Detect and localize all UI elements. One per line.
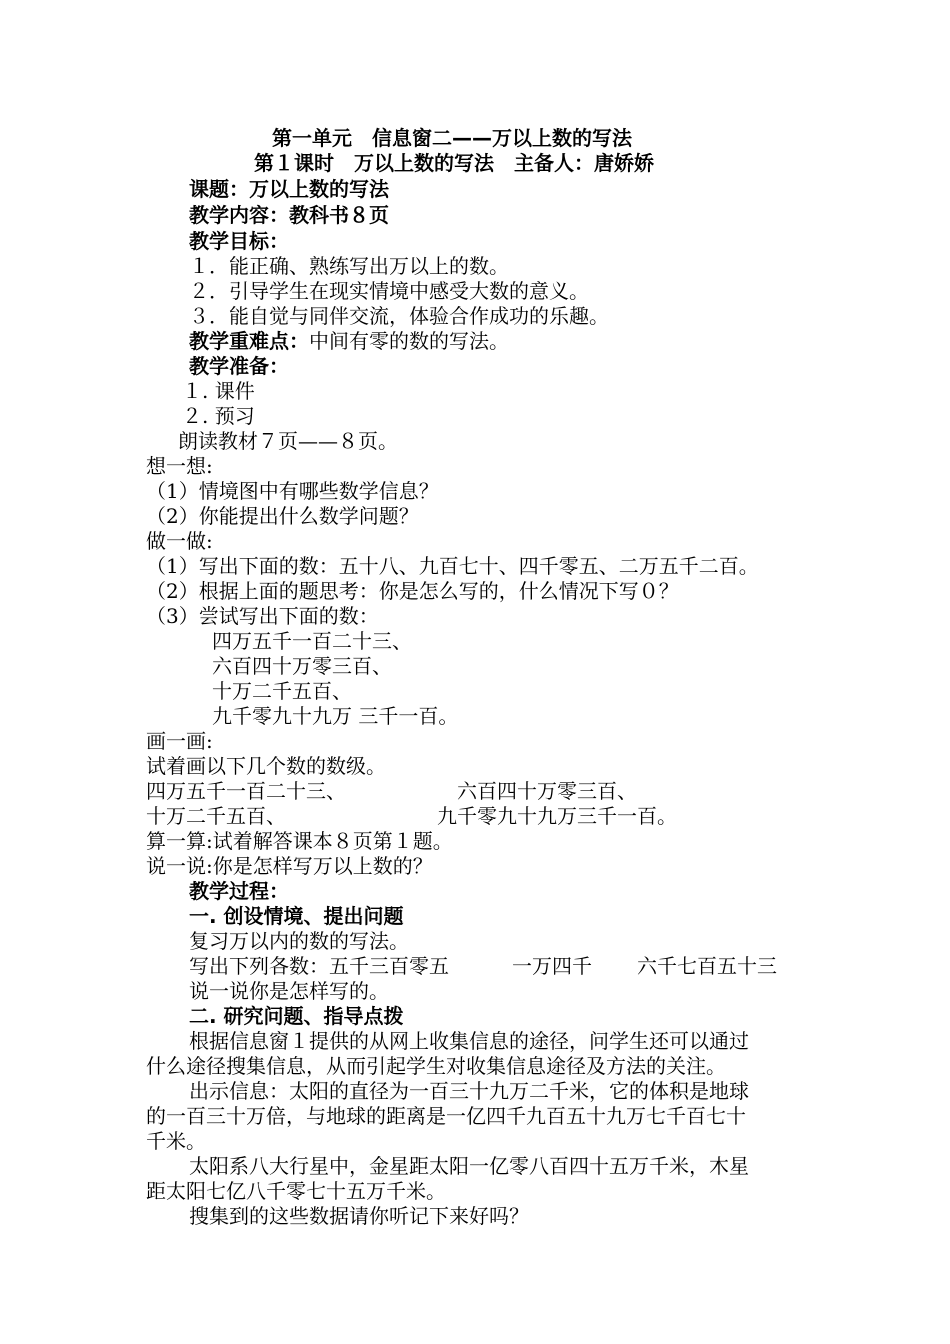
paragraph-line: 的一百三十万倍，与地球的距离是一亿四千九百五十九万七千百七十: [146, 1104, 746, 1128]
prep-item: ２. 预习: [182, 404, 255, 428]
section-2-title: 二. 研究问题、指导点拨: [189, 1004, 404, 1028]
title-line-2: 第１课时 万以上数的写法 主备人：唐娇娇: [254, 151, 654, 175]
draw-intro: 试着画以下几个数的数级。: [146, 754, 386, 778]
paragraph-line: 距太阳七亿八千零七十五万千米。: [146, 1179, 446, 1203]
paragraph-line: 什么途径搜集信息，从而引起学生对收集信息途径及方法的关注。: [146, 1054, 726, 1078]
do-number: 十万二千五百、: [212, 679, 352, 703]
draw-number: 四万五千一百二十三、: [146, 779, 346, 803]
content-label: 教学内容：教科书８页: [189, 203, 389, 227]
title-line-1: 第一单元 信息窗二——万以上数的写法: [272, 126, 632, 150]
do-label: 做一做:: [146, 529, 213, 553]
section-1-line: 写出下列各数：五千三百零五: [189, 954, 449, 978]
paragraph-line: 千米。: [146, 1129, 206, 1153]
say-line: 说一说:你是怎样写万以上数的？: [146, 854, 433, 878]
goals-label: 教学目标：: [189, 229, 289, 253]
goal-item: ２．引导学生在现实情境中感受大数的意义。: [189, 279, 589, 303]
section-1-title: 一. 创设情境、提出问题: [189, 904, 404, 928]
section-1-number: 一万四千: [512, 954, 592, 978]
key-label: 教学重难点：: [189, 329, 309, 353]
paragraph-line: 根据信息窗１提供的从网上收集信息的途径，问学生还可以通过: [189, 1029, 749, 1053]
prep-label: 教学准备：: [189, 354, 289, 378]
paragraph-line: 出示信息：太阳的直径为一百三十九万二千米，它的体积是地球: [189, 1079, 749, 1103]
do-number: 九千零九十九万 三千一百。: [212, 704, 459, 728]
goal-item: ３．能自觉与同伴交流，体验合作成功的乐趣。: [189, 304, 609, 328]
draw-label: 画一画:: [146, 729, 213, 753]
calc-line: 算一算:试着解答课本８页第１题。: [146, 829, 453, 853]
key-text: 中间有零的数的写法。: [309, 329, 509, 353]
prep-item: １. 课件: [182, 379, 255, 403]
paragraph-line: 搜集到的这些数据请你听记下来好吗？: [189, 1204, 529, 1228]
section-1-line: 说一说你是怎样写的。: [189, 979, 389, 1003]
draw-number: 十万二千五百、: [146, 804, 286, 828]
do-item: （3）尝试写出下面的数：: [146, 604, 379, 628]
key-points: [189, 329, 509, 353]
section-1-number: 六千七百五十三: [637, 954, 777, 978]
do-number: 四万五千一百二十三、: [212, 629, 412, 653]
think-item: （2）你能提出什么数学问题？: [146, 504, 419, 528]
do-number: 六百四十万零三百、: [212, 654, 392, 678]
topic: 课题：万以上数的写法: [189, 177, 389, 201]
do-item: （1）写出下面的数：五十八、九百七十、四千零五、二万五千二百。: [146, 554, 759, 578]
paragraph-line: 太阳系八大行星中，金星距太阳一亿零八百四十五万千米，木星: [189, 1154, 749, 1178]
process-label: 教学过程：: [189, 879, 289, 903]
draw-number: 六百四十万零三百、: [457, 779, 637, 803]
think-item: （1）情境图中有哪些数学信息？: [146, 479, 439, 503]
draw-number: 九千零九十九万三千一百。: [437, 804, 677, 828]
think-label: 想一想:: [146, 454, 213, 478]
section-1-line: 复习万以内的数的写法。: [189, 929, 409, 953]
prep-read: 朗读教材７页——８页。: [178, 429, 398, 453]
goal-item: １．能正确、熟练写出万以上的数。: [189, 254, 509, 278]
do-item: （2）根据上面的题思考：你是怎么写的，什么情况下写０？: [146, 579, 679, 603]
